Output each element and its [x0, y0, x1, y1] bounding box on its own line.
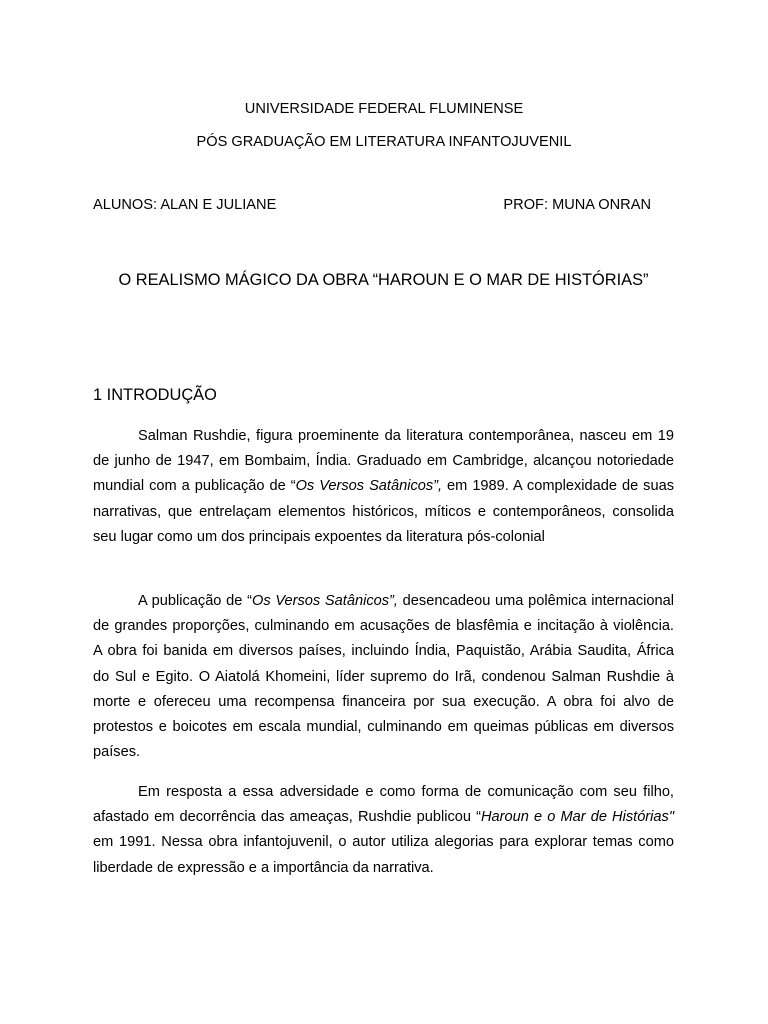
paragraph-1-text-a: Salman Rushdie, figura proeminente da literatura contemporânea, nasceu em 19 de junho de 1947, em Bombaim, Índia. Graduado em Cambridge, alcançou notoriedade mundial com a publicação de “	[93, 428, 674, 495]
program-name: PÓS GRADUAÇÃO EM LITERATURA INFANTOJUVENIL	[196, 134, 572, 150]
paragraph-2	[93, 589, 674, 765]
professor-line: PROF: MUNA ONRAN	[503, 197, 651, 213]
university-name: UNIVERSIDADE FEDERAL FLUMINENSE	[244, 101, 524, 117]
paragraph-3-italic: Haroun e o Mar de Histórias"	[480, 809, 675, 826]
paragraph-2-text-a: A publicação de “	[138, 593, 252, 609]
paragraph-2-italic: Os Versos Satânicos”,	[251, 593, 398, 609]
section-heading: 1 INTRODUÇÃO	[93, 386, 217, 404]
students-line: ALUNOS: ALAN E JULIANE	[93, 197, 277, 213]
paragraph-1	[93, 424, 674, 550]
paragraph-3-text-b: em 1991. Nessa obra infantojuvenil, o autor utiliza alegorias para explorar temas como liberdade de expressão e a importância da narrativa.	[93, 834, 674, 876]
document-title: O REALISMO MÁGICO DA OBRA “HAROUN E O MAR DE HISTÓRIAS”	[118, 271, 649, 289]
paragraph-2-text-b: desencadeou uma polêmica internacional de grandes proporções, culminando em acusações de blasfêmia e incitação à violência. A obra foi banida em diversos países, incluindo Índia, Paquistão, Arábia Saudita, África do Sul e Egito. O Aiatolá Khomeini, líder supremo do Irã, condenou Salman Rushdie à morte e ofereceu uma recompensa financeira por sua execução. A obra foi alvo de protestos e boicotes em escala mundial, culminando em queimas públicas em diversos países.	[93, 593, 675, 761]
paragraph-1-italic: Os Versos Satânicos”,	[295, 478, 443, 495]
paragraph-1-text-b: em 1989. A complexidade de suas narrativas, que entrelaçam elementos históricos, míticos e contemporâneos, consolida seu lugar como um dos principais expoentes da literatura pós-colonial	[93, 478, 674, 545]
paragraph-3	[93, 780, 674, 881]
paragraph-3-text-a: Em resposta a essa adversidade e como forma de comunicação com seu filho, afastado em decorrência das ameaças, Rushdie publicou “	[93, 784, 674, 826]
